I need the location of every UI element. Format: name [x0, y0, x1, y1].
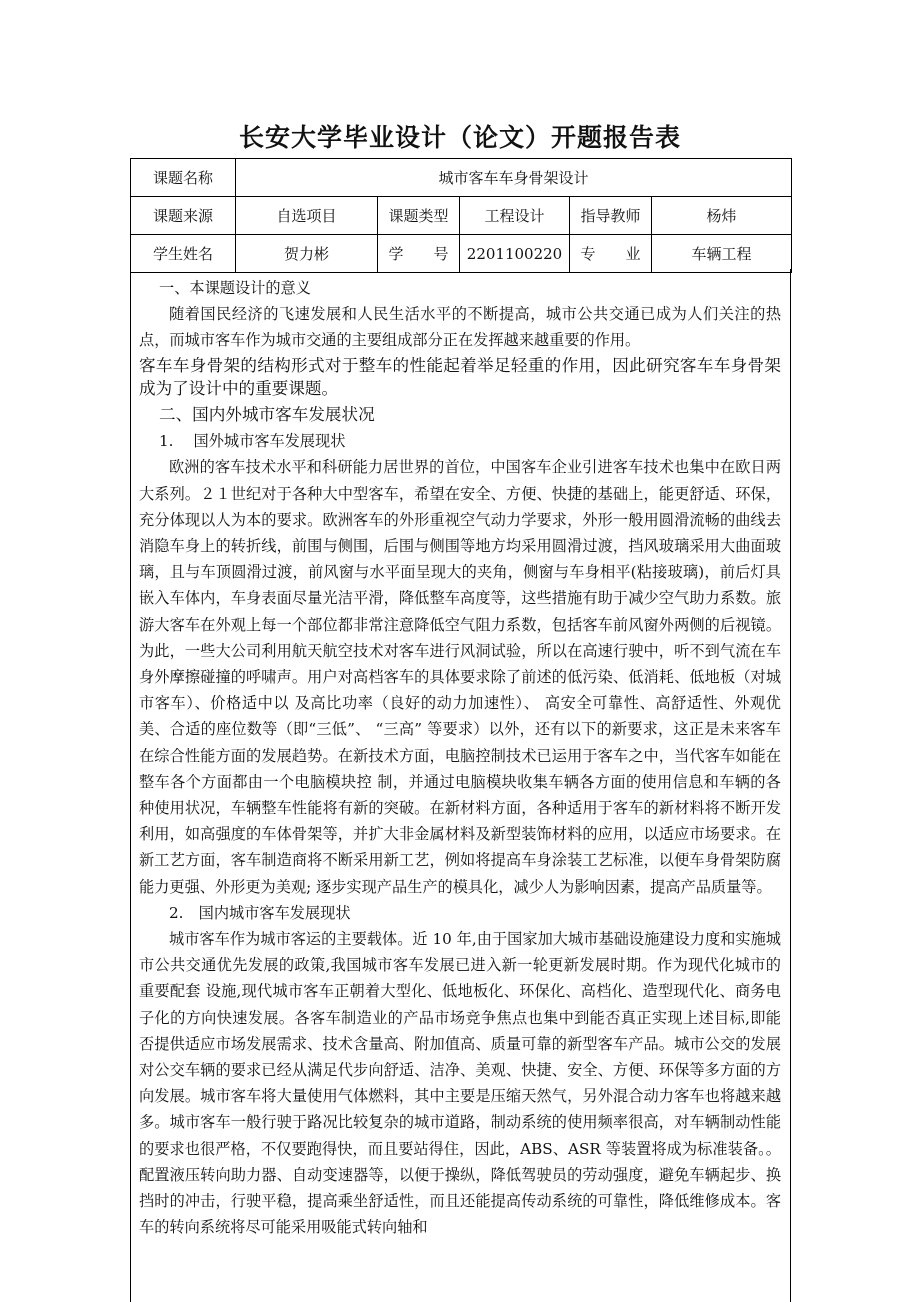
- student-id-label: 学 号: [378, 235, 460, 273]
- student-value: 贺力彬: [236, 235, 378, 273]
- source-label: 课题来源: [131, 197, 236, 235]
- section-2-1-heading: 1. 国外城市客车发展现状: [159, 432, 346, 451]
- page-title: 长安大学毕业设计（论文）开题报告表: [238, 123, 681, 152]
- type-label: 课题类型: [378, 197, 460, 235]
- section-2-1-paragraph: 欧洲的客车技术水平和科研能力居世界的首位，中国客车企业引进客车技术也集中在欧日两大系列。２１世纪对于各种大中型客车，希望在安全、方便、快捷的基础上，能更舒适、环保，充分体现以人为本的要求。欧洲客车的外形重视空气动力学要求，外形一般用圆滑流畅的曲线去消隐车身上的转折线，前围与侧围，后围与侧围等地方均采用圆滑过渡，挡风玻璃采用大曲面玻璃，且与车顶圆滑过渡，前风窗与水平面呈现大的夹角，侧窗与车身相平(粘接玻璃)，前后灯具嵌入车体内，车身表面尽量光洁平滑，降低整车高度等，这些措施有助于减少空气助力系数。旅游大客车在外观上每一个部位都非常注意降低空气阻力系数，包括客车前风窗外两侧的后视镜。为此，一些大公司利用航天航空技术对客车进行风洞试验，所以在高速行驶中，听不到气流在车身外摩擦碰撞的呼啸声。用户对高档客车的具体要求除了前述的低污染、低消耗、低地板（对城市客车）、价格适中以 及高比功率（良好的动力加速性）、 高安全可靠性、高舒适性、外观优美、合适的座位数等（即“三低”、 “三高” 等要求）以外，还有以下的新要求，这正是未来客车在综合性能方面的发展趋势。在新技术方面，电脑控制技术已运用于客车之中，当代客车如能在整车各个方面都由一个电脑模块控 制，并通过电脑模块收集车辆各方面的使用信息和车辆的各种使用状况，车辆整车性能将有新的突破。在新材料方面，各种适用于客车的新材料将不断开发利用，如高强度的车体骨架等，并扩大非金属材料及新型装饰材料的应用，以适应市场要求。在新工艺方面，客车制造商将不断采用新工艺，例如将提高车身涂装工艺标准，以便车身骨架防腐能力更强、外形更为美观; 逐步实现产品生产的模具化，减少人为影响因素，提高产品质量等。: [139, 458, 781, 896]
- type-value: 工程设计: [460, 197, 570, 235]
- info-table: [130, 158, 792, 273]
- topic-name-label: 课题名称: [131, 159, 236, 197]
- section-2-2-heading: 2. 国内城市客车发展现状: [169, 903, 351, 922]
- section-2-2-paragraph: 城市客车作为城市客运的主要载体。近 10 年,由于国家加大城市基础设施建设力度和实施城市公共交通优先发展的政策,我国城市客车发展已进入新一轮更新发展时期。作为现代化城市的重要配套 设施,现代城市客车正朝着大型化、低地板化、环保化、高档化、造型现代化、商务电子化的方向快速发展。各客车制造业的产品市场竞争焦点也集中到能否真正实现上述目标,即能否提供适应市场发展需求、技术含量高、附加值高、质量可靠的新型客车产品。城市公交的发展对公交车辆的要求已经从满足代步向舒适、洁净、美观、快捷、安全、方便、环保等多方面的方向发展。城市客车将大量使用气体燃料，其中主要是压缩天然气，另外混合动力客车也将越来越多。城市客车一般行驶于路况比较复杂的城市道路，制动系统的使用频率很高，对车辆制动性能的要求也很严格，不仅要跑得快，而且要站得住，因此，ABS、ASR 等装置将成为标准装备。。配置液压转向助力器、自动变速器等，以便于操纵，降低驾驶员的劳动强度，避免车辆起步、换挡时的冲击，行驶平稳，提高乘坐舒适性，而且还能提高传动系统的可靠性，降低维修成本。客车的转向系统将尽可能采用吸能式转向轴和: [139, 929, 781, 1237]
- source-value: 自选项目: [236, 197, 378, 235]
- advisor-value: 杨炜: [652, 197, 792, 235]
- student-label: 学生姓名: [131, 235, 236, 273]
- table-row: [131, 235, 792, 273]
- report-body: [130, 269, 791, 1302]
- student-id-value: 2201100220: [460, 235, 570, 273]
- table-row: [131, 197, 792, 235]
- advisor-label: 指导教师: [570, 197, 652, 235]
- topic-name-value: 城市客车车身骨架设计: [236, 159, 792, 197]
- table-row: [131, 159, 792, 197]
- section-1-paragraph-large: 客车车身骨架的结构形式对于整车的性能起着举足轻重的作用，因此研究客车车身骨架成为了设计中的重要课题。: [139, 355, 781, 399]
- major-value: 车辆工程: [652, 235, 792, 273]
- major-label: 专 业: [570, 235, 652, 273]
- section-1-paragraph: 随着国民经济的飞速发展和人民生活水平的不断提高，城市公共交通已成为人们关注的热点，而城市客车作为城市交通的主要组成部分正在发挥越来越重要的作用。: [139, 305, 781, 350]
- section-2-heading: 二、国内外城市客车发展状况: [159, 404, 375, 424]
- section-1-heading: 一、本课题设计的意义: [159, 279, 311, 297]
